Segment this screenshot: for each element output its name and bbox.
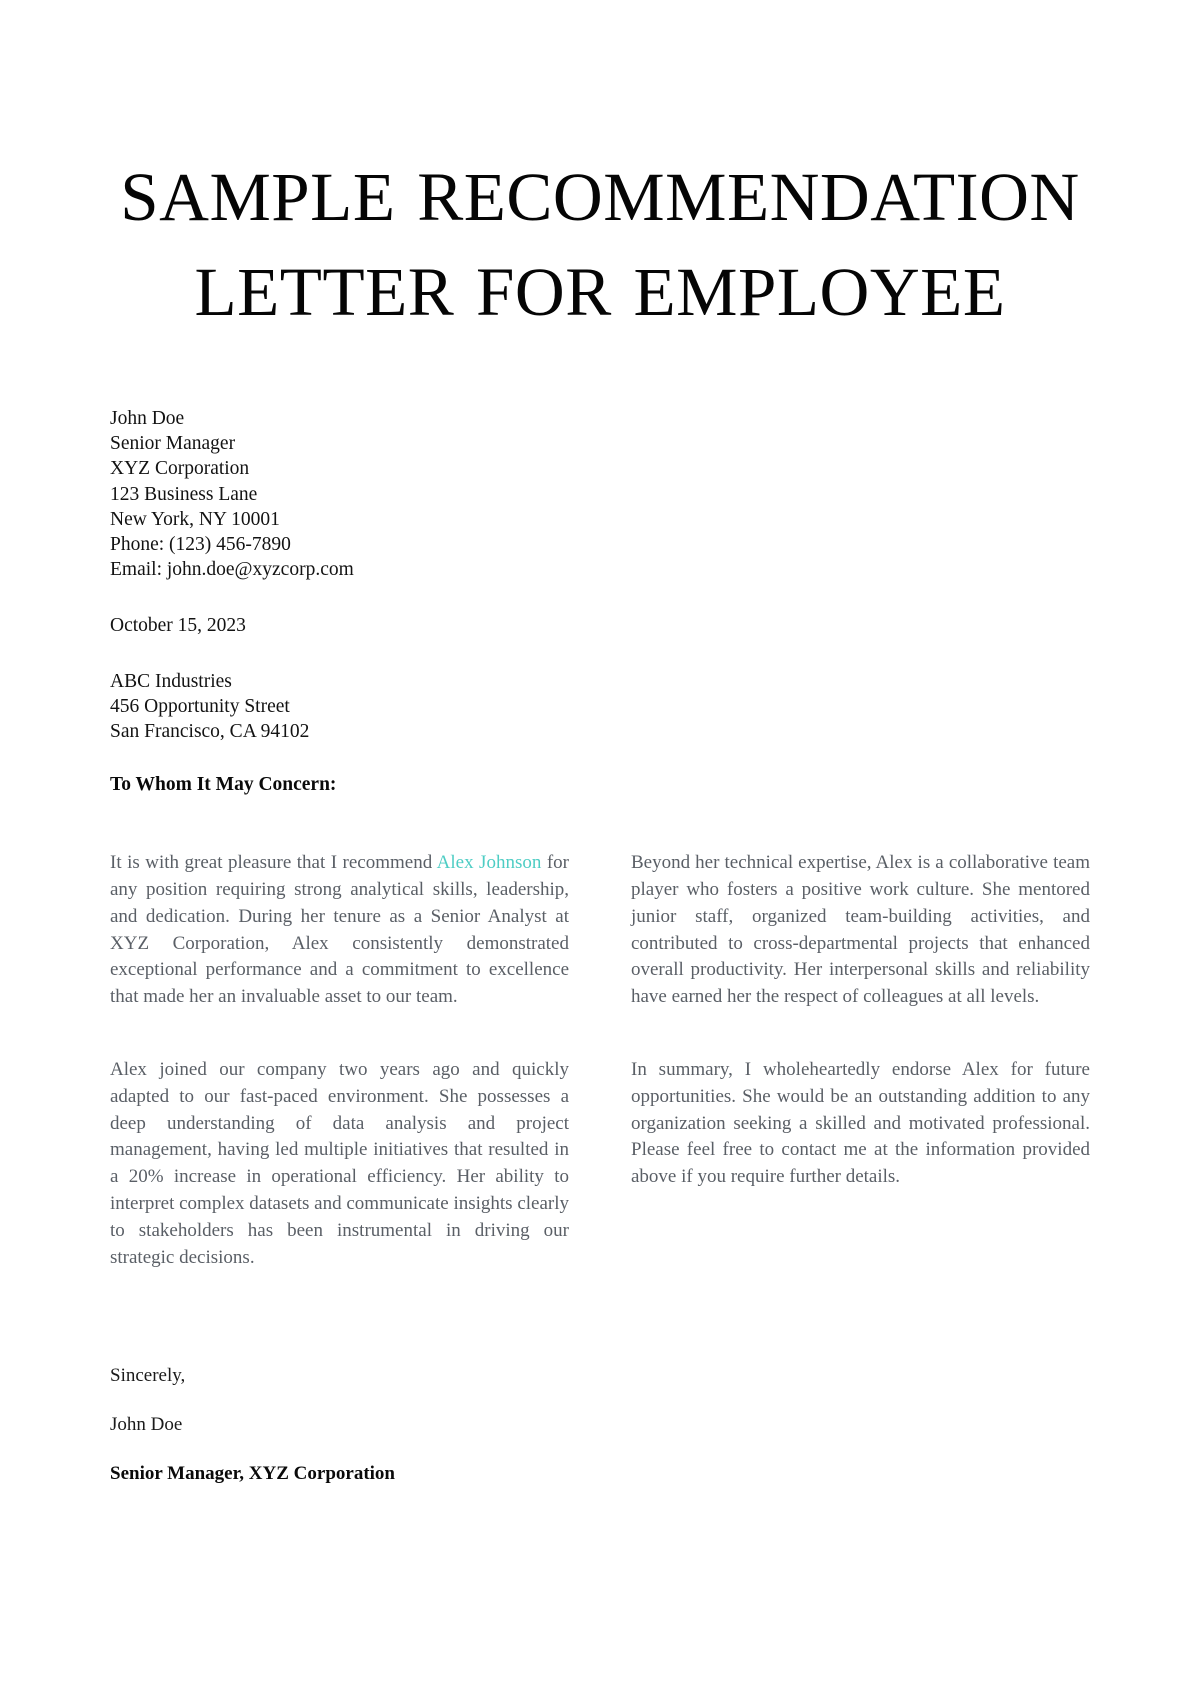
recipient-city-state-zip: San Francisco, CA 94102 (110, 721, 310, 743)
sender-job-title: Senior Manager (110, 433, 236, 455)
body-paragraph: In summary, I wholeheartedly endorse Alex for future opportunities. She would be an outstanding addition to any organization seeking a skilled and motivated professional. Please feel free to contact me at the information provided above if you require further details. (631, 1059, 1090, 1188)
body-paragraph: Beyond her technical expertise, Alex is a collaborative team player who fosters a positive work culture. She mentored junior staff, organized team-building activities, and contributed to cross-departmental projects that enhanced overall productivity. Her interpersonal skills and reliability have earned her the respect of colleagues at all levels. (631, 852, 1090, 1008)
signature-block (0, 1363, 1200, 1486)
letter-body (0, 850, 1200, 1271)
recipient-block (110, 669, 1090, 745)
signature-name: John Doe (110, 1414, 183, 1436)
body-left-column (110, 850, 569, 1271)
recipient-street: 456 Opportunity Street (110, 695, 290, 717)
spacer (110, 582, 1090, 613)
sender-phone: Phone: (123) 456-7890 (110, 534, 291, 556)
sender-city-state-zip: New York, NY 10001 (110, 508, 280, 530)
body-paragraph (110, 850, 569, 1011)
salutation: To Whom It May Concern: (110, 774, 337, 796)
recipient-company: ABC Industries (110, 670, 232, 692)
sender-email: Email: john.doe@xyzcorp.com (110, 559, 354, 581)
spacer (110, 639, 1090, 669)
sender-street: 123 Business Lane (110, 483, 258, 505)
candidate-name-highlight: Alex Johnson (436, 852, 542, 874)
paragraph-rest-text: for any position requiring strong analytical skills, leadership, and dedication. During her tenure as a Senior Analyst at XYZ Corporation, Alex consistently demonstrated exceptional performance and a commitment to excellence that made her an invaluable asset to our team. (110, 852, 569, 1008)
spacer (110, 744, 1090, 772)
paragraph-lead-text: It is with great pleasure that I recommend (110, 852, 437, 874)
body-paragraph: Alex joined our company two years ago and quickly adapted to our fast-paced environment. She possesses a deep understanding of data analysis and project management, having led multiple initiatives that resulted in a 20% increase in operational efficiency. Her ability to interpret complex datasets and communicate insights clearly to stakeholders has been instrumental in driving our strategic decisions. (110, 1059, 570, 1268)
sender-company: XYZ Corporation (110, 458, 250, 480)
signature-title-company: Senior Manager, XYZ Corporation (110, 1463, 395, 1485)
title-block (0, 0, 1200, 340)
sender-block (110, 406, 1090, 582)
sender-name: John Doe (110, 408, 185, 429)
valediction: Sincerely, (110, 1365, 186, 1387)
page-title: SAMPLE RECOMMENDATION LETTER FOR EMPLOYEE (120, 159, 1080, 330)
body-right-column (631, 850, 1090, 1191)
letter-meta (0, 406, 1200, 797)
letter-date: October 15, 2023 (110, 615, 246, 637)
